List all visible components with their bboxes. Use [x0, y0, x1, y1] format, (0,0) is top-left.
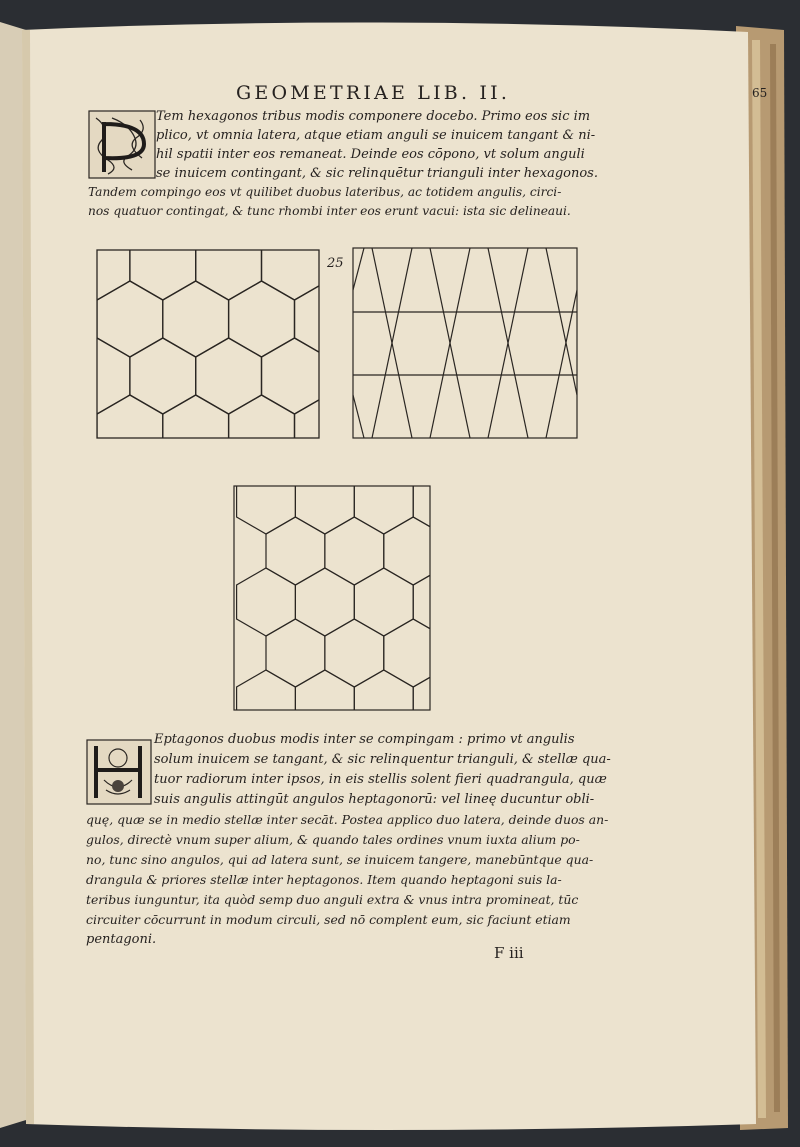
- paragraph-2-line-7: no, tunc sino angulos, qui ad latera sunt, se inuicem tangere, manebūntque qua-: [86, 852, 594, 867]
- paragraph-2-line-6: gulos, directè vnum super alium, & quando tales ordines vnum iuxta alium po-: [86, 832, 580, 847]
- paragraph-1-line-5: Tandem compingo eos vt quilibet duobus lateribus, ac totidem angulis, circi-: [88, 185, 562, 199]
- page-number: 65: [752, 86, 768, 100]
- paragraph-2-line-4: suis angulis attingūt angulos heptagonorū: vel lineę ducuntur obli-: [154, 792, 595, 807]
- paragraph-1-line-2: plico, vt omnia latera, atque etiam anguli se inuicem tangant & ni-: [156, 128, 596, 143]
- left-page-edge: [0, 22, 26, 1128]
- paragraph-2-line-11: pentagoni.: [86, 932, 157, 947]
- signature-mark: F iii: [494, 944, 524, 962]
- paragraph-2-line-10: circuiter cōcurrunt in modum circuli, sed nō complent eum, sic faciunt etiam: [86, 912, 571, 927]
- figure-number: 25: [327, 256, 344, 271]
- paragraph-2-line-5: quę, quæ se in medio stellæ inter secāt. Postea applico duo latera, deinde duos an-: [86, 812, 609, 827]
- paragraph-2-line-3: tuor radiorum inter ipsos, in eis stellis solent fieri quadrangula, quæ: [154, 772, 607, 787]
- paragraph-1-line-6: nos quatuor contingat, & tunc rhombi inter eos erunt vacui: ista sic delineaui.: [88, 204, 571, 218]
- running-header: GEOMETRIAE LIB. II.: [236, 82, 511, 104]
- paragraph-1-line-1: Tem hexagonos tribus modis componere docebo. Primo eos sic im: [156, 109, 591, 124]
- paragraph-1-line-3: hil spatii inter eos remaneat. Deinde eos cōpono, vt solum anguli: [156, 147, 585, 162]
- drop-cap-p: [89, 111, 155, 178]
- paragraph-2-line-2: solum inuicem se tangant, & sic relinquentur trianguli, & stellæ qua-: [154, 752, 611, 767]
- paragraph-1-line-4: se inuicem contingant, & sic relinquētur trianguli inter hexagonos.: [156, 166, 598, 181]
- paragraph-2-line-9: teribus iunguntur, ita quòd semp duo anguli extra & vnus intra promineat, tūc: [86, 892, 579, 907]
- paragraph-2-line-8: drangula & priores stellæ inter heptagonos. Item quando heptagoni suis la-: [86, 872, 562, 887]
- paragraph-2-line-1: Eptagonos duobus modis inter se compingam : primo vt angulis: [154, 732, 575, 747]
- drop-cap-h: [87, 740, 151, 804]
